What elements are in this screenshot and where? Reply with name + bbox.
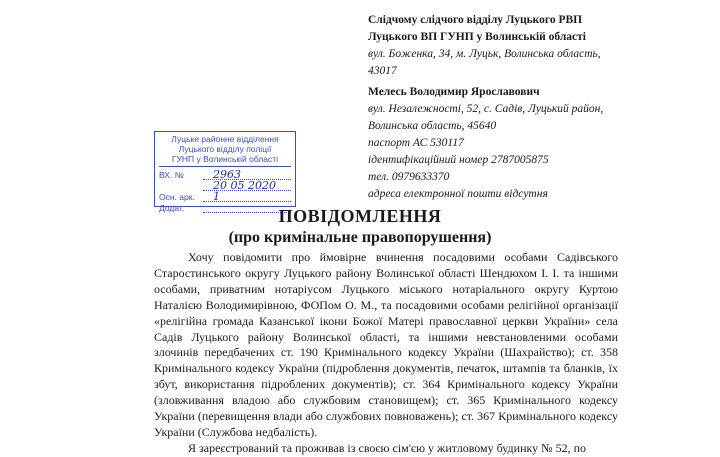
registration-stamp (154, 131, 296, 213)
sender-block (368, 84, 698, 203)
document-subtitle: (про кримінальне правопорушення) (228, 229, 492, 246)
recipient-title-line2: Луцького ВП ГУНП у Волинській області (368, 31, 587, 43)
body-paragraph-2: Я зареєстрований та проживав із своєю сім'єю у житловому будинку № 52, по (188, 440, 587, 455)
sender-address-line2: Волинська область, 45640 (368, 120, 497, 132)
sender-tax-id: ідентифікаційний номер 2787005875 (368, 154, 549, 166)
sender-phone: тел. 0979633370 (368, 171, 450, 183)
sender-passport: паспорт АС 530117 (368, 137, 464, 149)
recipient-address-line2: 43017 (368, 65, 397, 77)
stamp-header-line1: Луцьке районне відділення (171, 134, 279, 144)
stamp-number-value: 2963 (213, 168, 241, 181)
stamp-extra-label: Додат. (159, 203, 185, 213)
stamp-header-line2: Луцького відділу поліції (178, 144, 272, 154)
sender-name: Мелесь Володимир Ярославович (368, 86, 540, 98)
sender-address-line1: вул. Незалежності, 52, с. Садів, Луцький район, (368, 103, 604, 115)
stamp-header (159, 134, 291, 167)
stamp-row-pages (159, 191, 291, 202)
sender-email: адреса електронної пошти відсутня (368, 188, 548, 200)
document-body (154, 250, 618, 457)
stamp-date-value: 20 05 2020 (213, 179, 276, 192)
recipient-title-line1: Слідчому слідчого відділу Луцького РВП (368, 14, 583, 26)
stamp-header-line3: ГУНП у Волинській області (171, 154, 279, 164)
body-paragraph-1: Хочу повідомити про ймовірне вчинення посадовими особами Садівського Старостинського округу Луцького району Волинської області Шендюхом І. І. та іншими особами, приватним нотаріусом Луцького міського нотаріального округу Куртою Наталією Володимирівною, ФОПом О. М., та посадовими особами релігійної організації «релігійна громада Казанської ікони Божої Матері православної церкви України» села Садів Луцького району Волинської області, та іншими невстановленими особами злочинів передбачених ст. 190 Кримінального кодексу України (Шахрайство); ст. 358 Кримінального кодексу України (підроблення документів, печаток, штампів та бланків, їх збут, використання підроблених документів); ст. 364 Кримінального кодексу України (зловживання владою або службовим становищем); ст. 365 Кримінального кодексу України (перевищення влади або службових повноважень); ст. 367 Кримінального кодексу України (Службова недбалість). (154, 250, 618, 439)
recipient-address-line1: вул. Боженка, 34, м. Луцьк, Волинська область, (368, 48, 601, 60)
document-title: ПОВІДОМЛЕННЯ (278, 206, 442, 226)
stamp-pages-value: 1 (213, 190, 220, 203)
stamp-row-date (159, 180, 291, 191)
stamp-pages-label: Осн. арк. (159, 192, 195, 202)
stamp-number-label: ВХ. № (159, 170, 184, 180)
recipient-block (368, 12, 698, 80)
